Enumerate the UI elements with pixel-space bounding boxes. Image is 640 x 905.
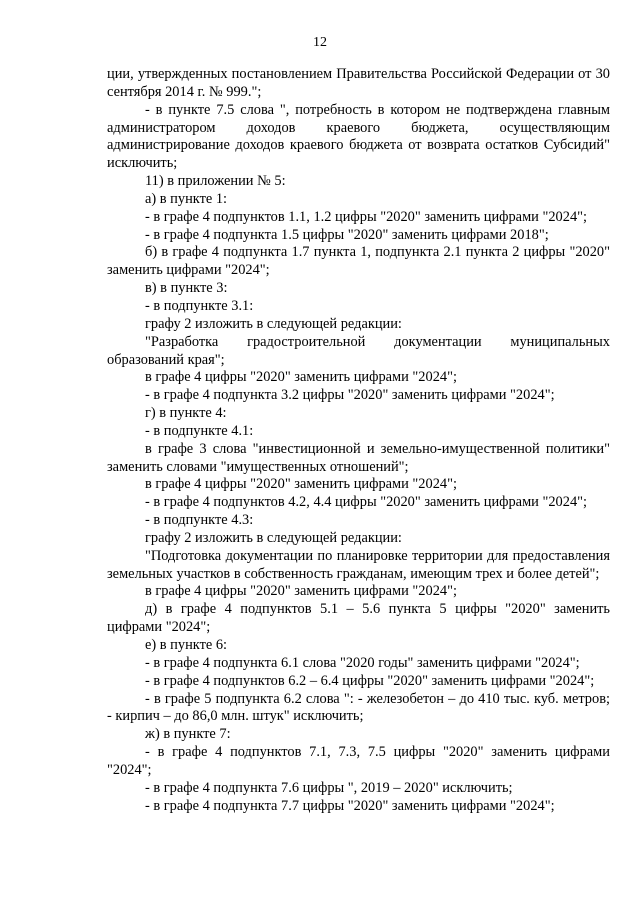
paragraph: "Разработка градостроительной документации муниципальных образований края";: [107, 333, 610, 368]
paragraph: в графе 4 цифры "2020" заменить цифрами "2024";: [145, 583, 457, 600]
paragraph: графу 2 изложить в следующей редакции:: [145, 315, 402, 332]
paragraph: - в пункте 7.5 слова ", потребность в котором не подтверждена главным администратором доходов краевого бюджета, осуществляющим администрирование доходов краевого бюджета от возврата остатков Субсидий" исключить;: [107, 101, 610, 172]
paragraph: в графе 4 цифры "2020" заменить цифрами "2024";: [145, 369, 457, 386]
page-number: 12: [313, 35, 327, 50]
paragraph: 11) в приложении № 5:: [145, 173, 286, 190]
paragraph: в графе 3 слова "инвестиционной и земельно-имущественной политики" заменить словами "имущественных отношений";: [107, 440, 610, 475]
paragraph: в) в пункте 3:: [145, 280, 228, 297]
paragraph: в графе 4 цифры "2020" заменить цифрами "2024";: [145, 476, 457, 493]
paragraph: - в подпункте 4.1:: [145, 422, 254, 439]
paragraph: г) в пункте 4:: [145, 405, 227, 422]
paragraph: "Подготовка документации по планировке территории для предоставления земельных участков в собственность гражданам, имеющим трех и более детей";: [107, 547, 610, 582]
paragraph: б) в графе 4 подпункта 1.7 пункта 1, подпункта 2.1 пункта 2 цифры "2020" заменить цифрами "2024";: [107, 244, 610, 279]
paragraph: - в графе 4 подпункта 7.7 цифры "2020" заменить цифрами "2024";: [145, 797, 555, 814]
paragraph: е) в пункте 6:: [145, 637, 228, 653]
paragraph: - в графе 4 подпунктов 7.1, 7.3, 7.5 цифры "2020" заменить цифрами "2024";: [107, 744, 610, 778]
paragraph: а) в пункте 1:: [145, 190, 228, 207]
paragraph: - в графе 5 подпункта 6.2 слова ": - железобетон – до 410 тыс. куб. метров; - кирпич – до 86,0 млн. штук" исключить;: [107, 690, 610, 725]
paragraph: - в подпункте 3.1:: [145, 297, 254, 314]
paragraph: - в графе 4 подпункта 6.1 слова "2020 годы" заменить цифрами "2024";: [145, 654, 580, 671]
document-body: [107, 66, 610, 815]
paragraph: д) в графе 4 подпунктов 5.1 – 5.6 пункта 5 цифры "2020" заменить цифрами "2024";: [107, 601, 610, 636]
paragraph: графу 2 изложить в следующей редакции:: [145, 529, 402, 546]
paragraph: - в графе 4 подпунктов 6.2 – 6.4 цифры "2020" заменить цифрами "2024";: [145, 672, 595, 689]
paragraph: - в графе 4 подпункта 7.6 цифры ", 2019 – 2020" исключить;: [145, 779, 513, 796]
paragraph: ции, утвержденных постановлением Правительства Российской Федерации от 30 сентября 2014 г. № 999.";: [107, 66, 610, 100]
paragraph: - в графе 4 подпунктов 1.1, 1.2 цифры "2020" заменить цифрами "2024";: [145, 208, 588, 225]
paragraph: - в подпункте 4.3:: [145, 512, 254, 529]
paragraph: - в графе 4 подпункта 1.5 цифры "2020" заменить цифрами 2018";: [145, 226, 549, 243]
paragraph: ж) в пункте 7:: [145, 726, 231, 743]
paragraph: - в графе 4 подпунктов 4.2, 4.4 цифры "2020" заменить цифрами "2024";: [145, 494, 588, 511]
paragraph: - в графе 4 подпункта 3.2 цифры "2020" заменить цифрами "2024";: [145, 387, 555, 404]
